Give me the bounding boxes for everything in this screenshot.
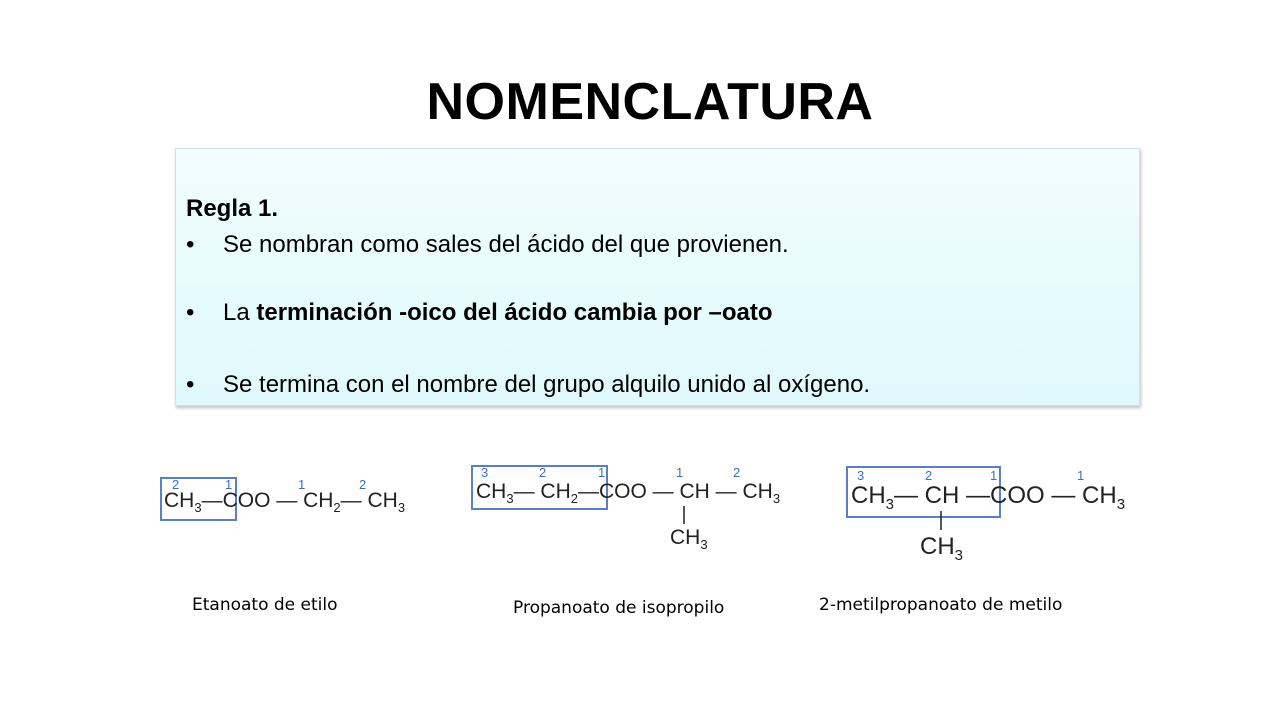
locant: 3 <box>857 468 865 483</box>
bullet-text: Se nombran como sales del ácido del que provienen. <box>223 231 789 258</box>
formula-etanoato-de-etilo <box>161 477 405 520</box>
bullet-bold-text: terminación -oico del ácido cambia por –oato <box>256 299 773 326</box>
locant: 2 <box>359 477 367 492</box>
formula-text: $CH_3—$ CH —COO — $CH_3$ <box>851 482 1126 513</box>
locant: 1 <box>225 477 233 492</box>
locant: 1 <box>676 465 684 480</box>
formula-propanoato-de-isopropilo <box>472 465 780 552</box>
bullet-dot: • <box>186 299 195 326</box>
locant: 1 <box>990 468 998 483</box>
bullet-dot: • <box>186 371 195 398</box>
page-title: NOMENCLATURA <box>426 73 874 131</box>
locant: 3 <box>481 465 489 480</box>
caption-propanoato-de-isopropilo: Propanoato de isopropilo <box>513 598 725 618</box>
bullet-text: Se termina con el nombre del grupo alquilo unido al oxígeno. <box>223 371 871 398</box>
formula-text: $CH_3—COO$ — $CH_2—$ $CH_3$ <box>164 489 406 515</box>
caption-2-metilpropanoato-de-metilo: 2-metilpropanoato de metilo <box>819 595 1063 615</box>
locant: 1 <box>1077 468 1085 483</box>
locant: 2 <box>539 465 547 480</box>
formula-text: $CH_3$ <box>920 533 964 564</box>
bullet-dot: • <box>186 231 195 258</box>
rule-heading: Regla 1. <box>186 195 279 222</box>
locant: 2 <box>925 468 933 483</box>
locant: 1 <box>298 477 306 492</box>
locant: 1 <box>598 465 606 480</box>
formula-text: $CH_3$ <box>670 526 708 552</box>
bullet-text: La <box>223 299 257 326</box>
caption-etanoato-de-etilo: Etanoato de etilo <box>192 595 338 615</box>
locant: 2 <box>172 477 180 492</box>
formula-text: $CH_3—$ $CH_2—COO$ — CH — $CH_3$ <box>476 480 781 506</box>
locant: 2 <box>733 465 741 480</box>
formula-2-metilpropanoato-de-metilo <box>847 467 1125 564</box>
